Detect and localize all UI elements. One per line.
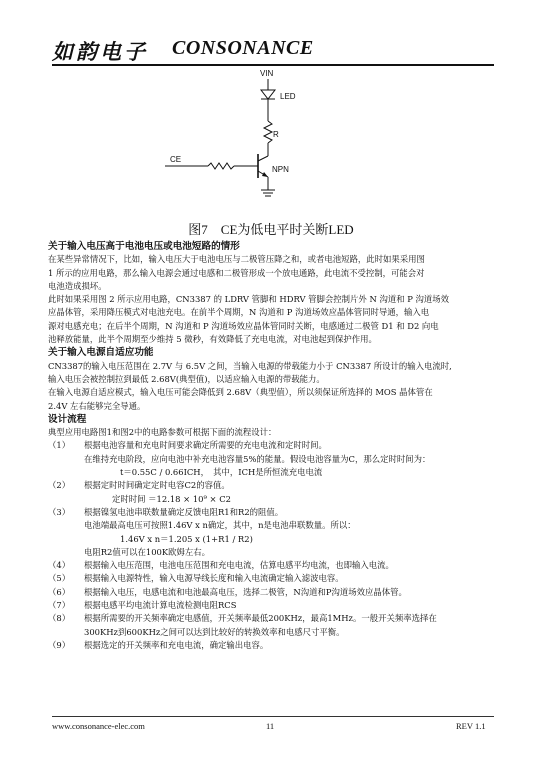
resistor-symbol xyxy=(264,121,272,143)
footer-website: www.consonance-elec.com xyxy=(52,721,145,731)
paragraph-line: 池释放能量，此半个周期至少维持 5 微秒，有效降低了充电电流，对电池起到保护作用。 xyxy=(48,334,377,345)
step-text: 根据定时时间确定定时电容C2的容值。 xyxy=(84,480,230,491)
step-note: 电阻R2值可以在100K欧姆左右。 xyxy=(84,546,211,557)
section-heading: 设计流程 xyxy=(48,413,87,425)
paragraph-line: 1 所示的应用电路，那么输入电源会通过电感和二极管形成一个放电通路，此电流不受控制，可能会对 xyxy=(48,267,425,278)
step-text: 根据选定的开关频率和充电电流，确定输出电容。 xyxy=(84,639,269,650)
step-text: 根据输入电压范围，电池电压范围和充电电流，估算电感平均电流，也即输入电流。 xyxy=(84,560,394,571)
step-text: 根据镍氢电池串联数量确定反馈电阻R1和R2的阻值。 xyxy=(84,506,284,517)
design-step-6 xyxy=(48,586,496,599)
step-number: （5） xyxy=(48,573,71,584)
figure-caption: 图7 CE为低电平时关断LED xyxy=(188,222,354,237)
led-symbol xyxy=(261,90,275,99)
step-detail: 电池端最高电压可按照1.46V x n确定，其中，n是电池串联数量。所以： xyxy=(84,520,356,531)
step-detail: 300KHz到600KHz之间可以达到比较好的转换效率和电感尺寸平衡。 xyxy=(84,626,345,637)
paragraph-line: 源对电感充电；在后半个周期，N 沟道和 P 沟道场效应晶体管同时关断，电感通过二极管 D1 和 D2 向电 xyxy=(48,320,439,331)
paragraph-line: 输入电压会被控制拉到最低 2.68V(典型值)，以适应输入电源的带载能力。 xyxy=(48,373,325,384)
step-text: 根据电感平均电流计算电流检测电阻RCS xyxy=(84,600,237,611)
footer-revision: REV 1.1 xyxy=(456,721,486,731)
base-resistor-symbol xyxy=(208,163,234,169)
step-number: （3） xyxy=(48,506,71,517)
design-step-7 xyxy=(48,599,496,612)
led-shutdown-circuit-diagram xyxy=(160,66,380,216)
npn-label: NPN xyxy=(272,165,289,174)
company-name-cn: 如韵电子 xyxy=(52,39,148,64)
step-text: 根据所需要的开关频率确定电感值，开关频率最低200KHz，最高1MHz。一般开关频率选择在 xyxy=(84,613,437,624)
vin-label: VIN xyxy=(260,69,274,78)
resistor-label: R xyxy=(273,130,279,139)
section-heading: 关于输入电源自适应功能 xyxy=(48,347,154,359)
paragraph-line: 在输入电源自适应模式，输入电压可能会降低到 2.68V（典型值），所以须保证所选择的 MOS 晶体管在 xyxy=(48,387,433,398)
step-number: （1） xyxy=(48,440,71,451)
step-number: （7） xyxy=(48,600,71,611)
page-header xyxy=(52,36,494,62)
step-number: （4） xyxy=(48,560,71,571)
step-text: 根据电池容量和充电时间要求确定所需要的充电电流和定时时间。 xyxy=(84,440,327,451)
led-label: LED xyxy=(280,92,296,101)
step-number: （6） xyxy=(48,586,71,597)
design-step-2 xyxy=(48,479,496,492)
step-detail: 在维持充电阶段，应向电池中补充电池容量5%的能量。假设电池容量为C，那么定时时间为： xyxy=(84,453,431,464)
document-body xyxy=(48,240,496,652)
ce-label: CE xyxy=(170,155,182,164)
paragraph-line: CN3387的输入电压范围在 2.7V 与 6.5V 之间，当输入电源的带载能力小于 CN3387 所设计的输入电流时, xyxy=(48,360,452,371)
design-step-8 xyxy=(48,612,496,625)
footer-page-number: 11 xyxy=(266,721,275,731)
design-step-5 xyxy=(48,572,496,585)
footer-divider xyxy=(52,716,494,717)
timer-formula: t＝0.55C / 0.66ICH， 其中，ICH是所恒流充电电流 xyxy=(120,467,323,478)
design-step-9 xyxy=(48,639,496,652)
voltage-formula: 1.46V x n＝1.205 x (1+R1 / R2) xyxy=(120,533,253,544)
company-name-en: CONSONANCE xyxy=(172,37,314,59)
step-text: 根据输入电源特性，输入电源导线长度和输入电流确定输入滤波电容。 xyxy=(84,573,344,584)
step-number: （9） xyxy=(48,639,71,650)
paragraph-line: 在某些异常情况下，比如，输入电压大于电池电压与二极管压降之和，或者电池短路，此时如果采用图 xyxy=(48,254,425,265)
design-step-3 xyxy=(48,506,496,519)
paragraph-line: 应晶体管，采用降压模式对电池充电。在前半个周期，N 沟道和 P 沟道场效应晶体管同时导通，输入电 xyxy=(48,307,430,318)
design-step-4 xyxy=(48,559,496,572)
design-step-1 xyxy=(48,439,496,452)
paragraph-line: 2.4V 左右能够完全导通。 xyxy=(48,400,146,411)
paragraph-line: 典型应用电路图1和图2中的电路参数可根据下面的流程设计： xyxy=(48,427,277,438)
paragraph-line: 电池造成损坏。 xyxy=(48,280,107,291)
step-number: （2） xyxy=(48,480,71,491)
step-number: （8） xyxy=(48,613,71,624)
section-heading: 关于输入电压高于电池电压或电池短路的情形 xyxy=(48,241,240,252)
paragraph-line: 此时如果采用图 2 所示应用电路，CN3387 的 LDRV 管脚和 HDRV 管脚会控制片外 N 沟道和 P 沟道场效 xyxy=(48,294,450,305)
step-text: 根据输入电压，电感电流和电池最高电压，选择二极管，N沟道和P沟道场效应晶体管。 xyxy=(84,586,407,597)
capacitor-formula: 定时时间 ＝12.18 × 10⁹ × C2 xyxy=(112,493,231,504)
